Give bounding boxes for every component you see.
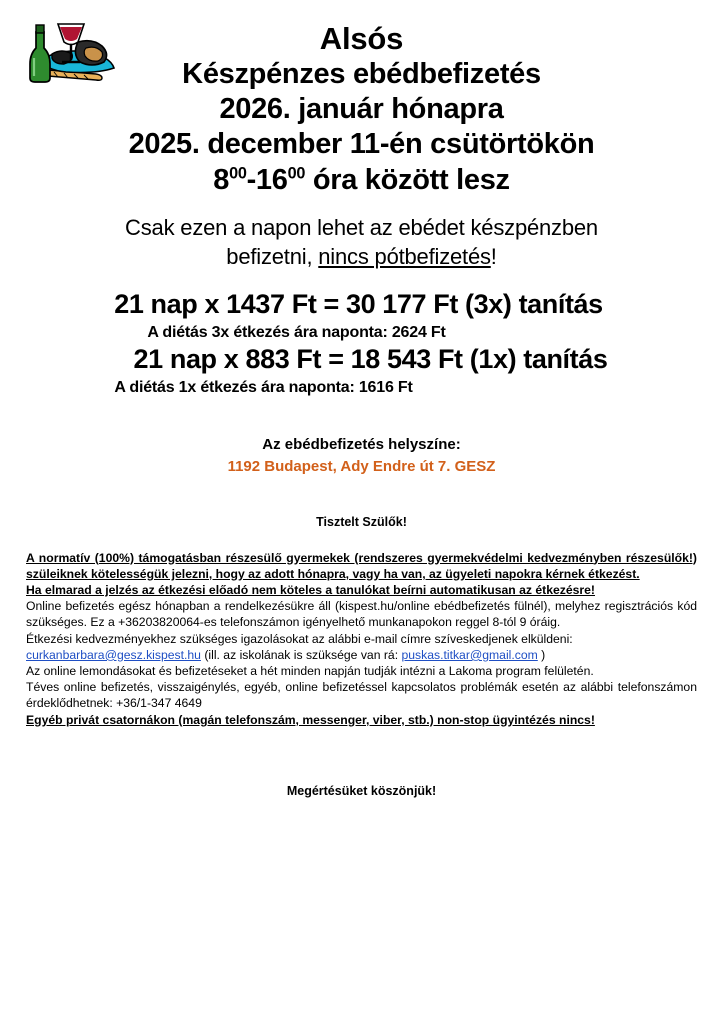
food-and-drink-clipart-icon: [18, 12, 122, 84]
paragraph-normative-support: A normatív (100%) támogatásban részesülő gyermekek (rendszeres gyermekvédelmi kedvezményben részesülők!) szüleiknek kötelességük jelezni, hogy az adott hónapra, vagy ha van, az ügyeleti napokra kérnek étkezést.: [26, 550, 697, 581]
time-from-minutes: 00: [229, 164, 247, 183]
title-line-month: 2026. január hónapra: [219, 93, 504, 126]
title-line-date: 2025. december 11-én csütörtökön: [128, 128, 595, 161]
body-text: [26, 550, 697, 728]
salutation: Tisztelt Szülők!: [316, 514, 407, 529]
paragraph-no-private-channels: Egyéb privát csatornákon (magán telefonszám, messenger, viber, stb.) non-stop ügyintézés nincs!: [26, 712, 595, 727]
closing-thanks: Megértésüket köszönjük!: [286, 783, 437, 798]
notice-line-2: [0, 243, 723, 272]
price-row-1x: [0, 344, 723, 399]
price-diet-3x: A diétás 3x étkezés ára naponta: 2624 Ft: [147, 324, 446, 342]
notice-line-2-suffix: !: [490, 243, 497, 269]
email-link-primary[interactable]: curkanbarbara@gesz.kispest.hu: [26, 647, 201, 662]
venue-label: Az ebédbefizetés helyszíne:: [262, 435, 461, 453]
time-to-minutes: 00: [287, 164, 306, 183]
email-line-end-text: ): [537, 647, 546, 662]
notice-line-1: Csak ezen a napon lehet az ebédet készpénzben: [125, 215, 598, 241]
venue-block: [0, 434, 723, 479]
no-late-payment-emphasis: nincs pótbefizetés: [318, 243, 491, 269]
time-suffix: óra között lesz: [305, 163, 510, 196]
email-line-middle-text: (ill. az iskolának is szüksége van rá:: [200, 647, 402, 662]
paragraph-missing-notice-warning: Ha elmarad a jelzés az étkezési előadó nem köteles a tanulókat beírni automatikusan az étkezésre!: [26, 582, 595, 597]
price-total-3x: 21 nap x 1437 Ft = 30 177 Ft (3x) tanítás: [114, 289, 603, 320]
title-line-subject: Készpénzes ebédbefizetés: [182, 57, 541, 90]
paragraph-discount-docs-intro: Étkezési kedvezményekhez szükséges igazolásokat az alábbi e-mail címre szíveskedjenek elküldeni:: [26, 631, 573, 646]
price-row-3x: [0, 289, 723, 344]
notice-line-2-prefix: befizetni,: [226, 243, 319, 269]
time-to-hour: 16: [255, 163, 288, 196]
paragraph-lakoma-program: Az online lemondásokat és befizetéseket a hét minden napján tudják intézni a Lakoma program felületén.: [26, 664, 594, 679]
venue-address: 1192 Budapest, Ady Endre út 7. GESZ: [227, 458, 496, 475]
paragraph-online-payment: Online befizetés egész hónapban a rendelkezésükre áll (kispest.hu/online ebédbefizetés fülnél), melyhez regisztrációs kód szükséges. Ez a +36203820064-es telefonszámon igényelhető munkanapokon reggel 8-tól 9 óráig.: [26, 599, 697, 630]
price-diet-1x: A diétás 1x étkezés ára naponta: 1616 Ft: [114, 379, 413, 397]
email-link-secondary[interactable]: puskas.titkar@gmail.com: [401, 647, 538, 662]
price-total-1x: 21 nap x 883 Ft = 18 543 Ft (1x) tanítás: [133, 344, 608, 375]
cash-only-notice: [0, 214, 723, 271]
time-separator: -: [246, 163, 256, 196]
paragraph-contact-emails: [26, 647, 697, 663]
page-title: Alsós: [319, 21, 404, 56]
paragraph-payment-issues-phone: Téves online befizetés, visszaigénylés, egyéb, online befizetéssel kapcsolatos problémák esetén az alábbi telefonszámon érdeklődhetnek: +36/1-347 4649: [26, 680, 697, 711]
title-line-time: [0, 163, 723, 198]
time-from-hour: 8: [213, 163, 230, 196]
price-list: [0, 289, 723, 399]
